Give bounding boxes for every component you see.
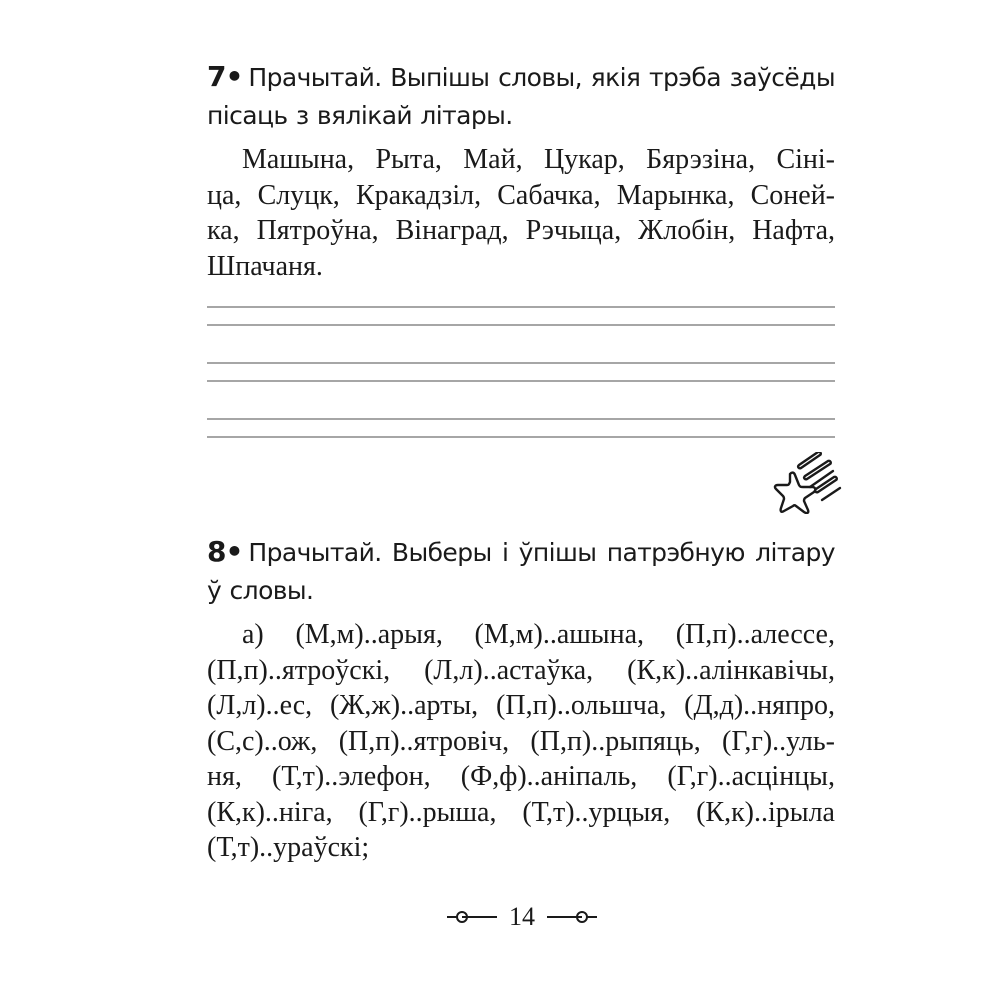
task-7-line: Шпачаня. xyxy=(207,250,323,282)
task-8-line: ня, (Т,т)..элефон, (Ф,ф)..аніпаль, (Г,г)..асцінцы, xyxy=(207,761,835,792)
writing-line xyxy=(207,306,835,308)
task-7-number-digit: 7 xyxy=(207,60,226,93)
footer-ornament-left-icon xyxy=(445,910,499,924)
task-8-line: а) (М,м)..арыя, (М,м)..ашына, (П,п)..алессе, xyxy=(242,619,835,650)
task-8-line: (К,к)..ніга, (Г,г)..рыша, (Т,т)..урцыя, (К,к)..ірыла xyxy=(207,796,835,828)
task-8-line: (Л,л)..ес, (Ж,ж)..арты, (П,п)..ольшча, (Д,д)..няпро, xyxy=(207,690,835,721)
task-8-number-digit: 8 xyxy=(207,535,226,568)
task-7-number: 7• xyxy=(207,60,243,93)
task-7-word-list xyxy=(207,142,835,284)
page-footer xyxy=(442,900,602,934)
task-7-line: ца, Слуцк, Кракадзіл, Сабачка, Марынка, Соней- xyxy=(207,179,835,211)
page-number: 14 xyxy=(509,902,535,931)
task-8-line: (Т,т)..ураўскі; xyxy=(207,832,370,863)
task-8-instruction: Прачытай. Выберы і ўпішы патрэбную літару ў словы. xyxy=(207,538,835,605)
task-8-heading xyxy=(207,533,835,610)
task-8-number: 8• xyxy=(207,535,243,568)
task-7-instruction: Прачытай. Выпішы словы, якія трэба заўсёды пісаць з вялікай літары. xyxy=(207,63,835,130)
task-7-line: Машына, Рыта, Май, Цукар, Бярэзіна, Сіні- xyxy=(242,144,835,175)
task-8-line: (С,с)..ож, (П,п)..ятровіч, (П,п)..рыпяць, (Г,г)..уль- xyxy=(207,725,835,757)
shooting-star-icon xyxy=(758,452,848,514)
task-8-exercise-a xyxy=(207,617,835,866)
task-7-heading xyxy=(207,58,835,135)
writing-line xyxy=(207,380,835,382)
task-7-line: ка, Пятроўна, Вінаград, Рэчыца, Жлобін, Нафта, xyxy=(207,215,835,246)
writing-line xyxy=(207,436,835,438)
answer-writing-area[interactable] xyxy=(207,306,835,446)
task-8-line: (П,п)..ятроўскі, (Л,л)..астаўка, (К,к)..алінкавічы, xyxy=(207,654,835,686)
writing-line xyxy=(207,324,835,326)
writing-line xyxy=(207,418,835,420)
workbook-page xyxy=(207,0,835,1000)
footer-ornament-right-icon xyxy=(545,910,599,924)
writing-line xyxy=(207,362,835,364)
